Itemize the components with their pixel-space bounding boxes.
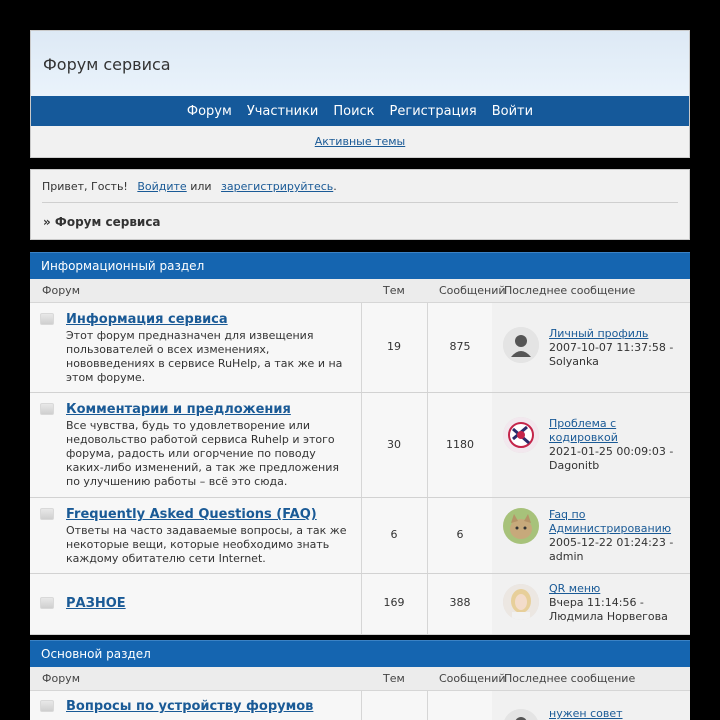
nav-search[interactable]: Поиск — [333, 103, 375, 119]
avatar — [503, 584, 539, 620]
last-post-link[interactable]: Проблема с кодировкой — [549, 417, 618, 444]
site-header — [30, 30, 690, 158]
avatar — [503, 417, 539, 453]
topic-count: 19 — [387, 340, 401, 353]
last-post-user: Людмила Норвегова — [549, 610, 668, 623]
post-count: 6 — [456, 528, 464, 541]
topic-count: 169 — [383, 596, 405, 609]
col-last: Последнее сообщение — [504, 284, 636, 297]
forum-row — [30, 498, 690, 574]
last-post-cell — [492, 691, 690, 720]
divider — [427, 691, 428, 720]
sub-nav — [31, 126, 689, 158]
greeting-text: Привет, Гость! — [42, 180, 128, 193]
col-posts: Сообщений — [439, 284, 506, 297]
section-info — [30, 252, 690, 635]
section-title: Информационный раздел — [30, 252, 690, 279]
forum-status-icon — [40, 597, 54, 609]
forum-description: Этот форум предназначен для извещения пользователей о всех изменениях, нововведениях в сервисе RuHelp, а так же и на этом форуме. — [66, 329, 343, 384]
divider — [42, 202, 678, 203]
last-post-user: admin — [549, 550, 584, 563]
forum-status-icon — [40, 313, 54, 325]
last-post-date: 2007-10-07 11:37:58 - — [549, 341, 674, 354]
greeting-line — [42, 180, 337, 193]
column-header — [30, 667, 690, 691]
forum-title-link[interactable]: Frequently Asked Questions (FAQ) — [66, 507, 317, 522]
forum-title-link[interactable]: РАЗНОЕ — [66, 596, 126, 611]
nav-members[interactable]: Участники — [246, 103, 319, 119]
avatar — [503, 327, 539, 363]
topic-count: 6 — [390, 528, 398, 541]
last-post-cell — [492, 393, 690, 497]
forum-row — [30, 574, 690, 635]
last-post-date: 2005-12-22 01:24:23 - — [549, 536, 674, 549]
col-posts: Сообщений — [439, 672, 506, 685]
main-nav — [31, 96, 689, 126]
last-post-user: Solyanka — [549, 355, 599, 368]
forum-row — [30, 393, 690, 498]
woman-avatar-icon — [503, 584, 539, 620]
post-count: 388 — [449, 596, 471, 609]
site-title: Форум сервиса — [43, 55, 171, 74]
breadcrumb: » Форум сервиса — [43, 215, 161, 229]
column-header — [30, 279, 690, 303]
last-post-cell — [492, 498, 690, 573]
last-post-link[interactable]: Faq по Администрированию — [549, 508, 672, 535]
greeting-or: или — [190, 180, 212, 193]
cat-avatar-icon — [503, 508, 539, 544]
divider — [361, 691, 362, 720]
avatar — [503, 508, 539, 544]
nav-register[interactable]: Регистрация — [389, 103, 477, 119]
last-post-link[interactable]: QR меню — [549, 582, 601, 595]
forum-description: Ответы на часто задаваемые вопросы, а так же некоторые вещи, которые необходимо знать каждому обитателю сети Internet. — [66, 524, 347, 565]
forum-title-link[interactable]: Информация сервиса — [66, 312, 228, 327]
default-user-icon — [503, 327, 539, 363]
login-link[interactable]: Войдите — [137, 180, 187, 193]
col-topics: Тем — [383, 672, 405, 685]
forum-status-icon — [40, 403, 54, 415]
forum-title-link[interactable]: Вопросы по устройству форумов — [66, 699, 314, 714]
avatar — [503, 709, 539, 720]
nav-forum[interactable]: Форум — [186, 103, 232, 119]
user-avatar-icon — [503, 417, 539, 453]
greeting-panel — [30, 169, 690, 240]
col-forum: Форум — [42, 672, 80, 685]
col-last: Последнее сообщение — [504, 672, 636, 685]
last-post-cell — [492, 574, 690, 634]
col-forum: Форум — [42, 284, 80, 297]
section-main — [30, 640, 690, 720]
nav-login[interactable]: Войти — [491, 103, 534, 119]
last-post-date: 2021-01-25 00:09:03 - — [549, 445, 674, 458]
active-topics-link[interactable]: Активные темы — [314, 135, 406, 148]
last-post-link[interactable]: Личный профиль — [549, 327, 649, 340]
register-link[interactable]: зарегистрируйтесь — [221, 180, 334, 193]
forum-status-icon — [40, 508, 54, 520]
last-post-cell — [492, 303, 690, 392]
forum-status-icon — [40, 700, 54, 712]
col-topics: Тем — [383, 284, 405, 297]
forum-description: Все чувства, будь то удовлетворение или недовольство работой сервиса Ruhelp и этого форума, радость или огорчение по поводу каких-либо изменений, а так же предложения по улучшению работы – всё это сюда. — [66, 419, 339, 488]
topic-count: 30 — [387, 438, 401, 451]
default-user-icon — [503, 709, 539, 720]
last-post-date: Вчера 11:14:56 - — [549, 596, 644, 609]
greeting-dot: . — [333, 180, 337, 193]
last-post-user: Dagonitb — [549, 459, 600, 472]
forum-row — [30, 303, 690, 393]
section-title: Основной раздел — [30, 640, 690, 667]
forum-title-link[interactable]: Комментарии и предложения — [66, 402, 291, 417]
post-count: 1180 — [446, 438, 474, 451]
last-post-link[interactable]: нужен совет — [549, 707, 623, 720]
forum-row — [30, 691, 690, 720]
post-count: 875 — [449, 340, 471, 353]
